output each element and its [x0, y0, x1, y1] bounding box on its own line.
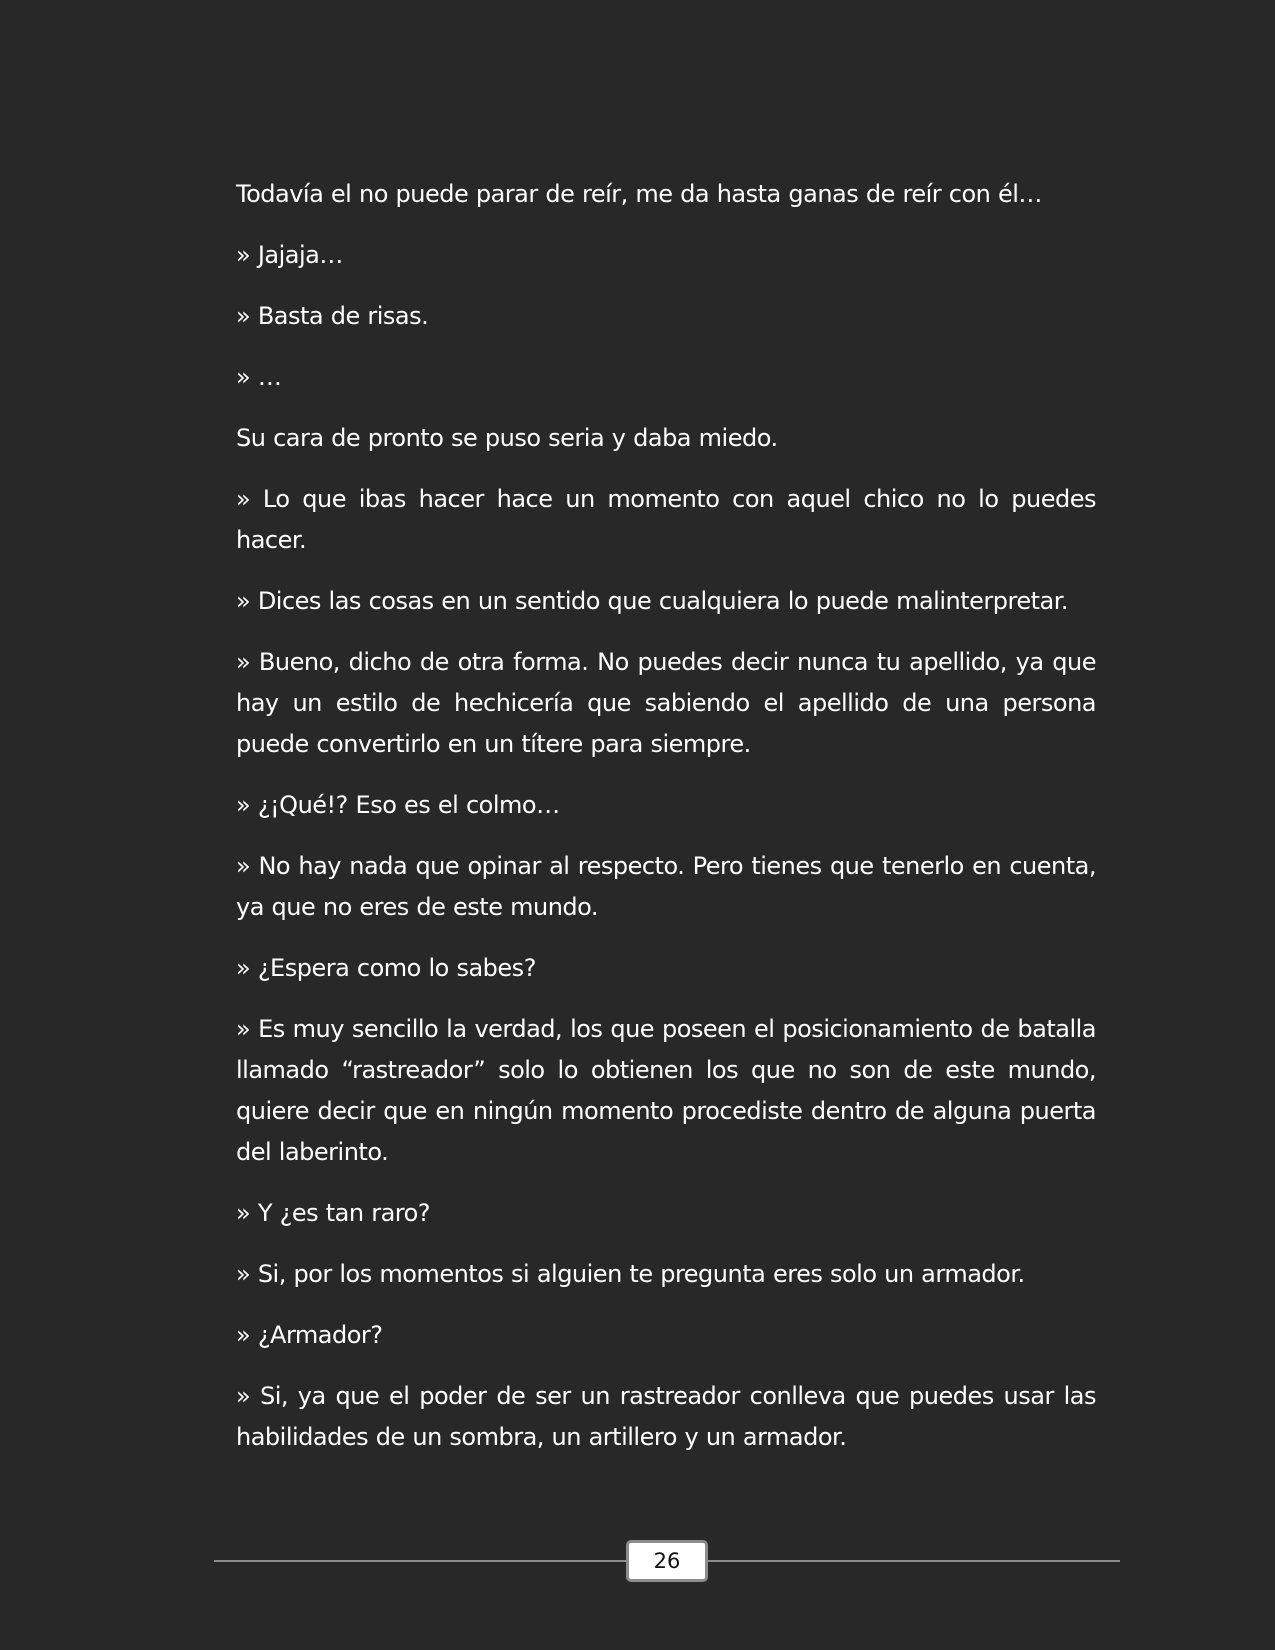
paragraph-1: Todavía el no puede parar de reír, me da hasta ganas de reír con él… [236, 180, 1042, 208]
paragraph-11: » ¿Espera como lo sabes? [236, 954, 536, 982]
paragraph-8: » Bueno, dicho de otra forma. No puedes decir nunca tu apellido, ya que hay un estilo de hechicería que sabiendo el apellido de una persona puede convertirlo en un títere para siempre. [236, 648, 1096, 758]
page-number: 26 [653, 1549, 681, 1573]
footer-rule-right [708, 1560, 1120, 1562]
paragraph-4: » … [236, 363, 282, 391]
footer-rule-left [214, 1560, 626, 1562]
paragraph-6: » Lo que ibas hacer hace un momento con aquel chico no lo puedes hacer. [236, 485, 1096, 554]
paragraph-14: » Si, por los momentos si alguien te pregunta eres solo un armador. [236, 1260, 1025, 1288]
page-footer [214, 1540, 1120, 1582]
paragraph-12: » Es muy sencillo la verdad, los que poseen el posicionamiento de batalla llamado “rastreador” solo lo obtienen los que no son de este mundo, quiere decir que en ningún momento procediste dentro de alguna puerta del laberinto. [236, 1015, 1096, 1166]
page-number-box [626, 1540, 708, 1582]
paragraph-5: Su cara de pronto se puso seria y daba miedo. [236, 424, 778, 452]
paragraph-15: » ¿Armador? [236, 1321, 383, 1349]
paragraph-7: » Dices las cosas en un sentido que cualquiera lo puede malinterpretar. [236, 587, 1068, 615]
paragraph-13: » Y ¿es tan raro? [236, 1199, 431, 1227]
paragraph-2: » Jajaja… [236, 241, 343, 269]
paragraph-3: » Basta de risas. [236, 302, 429, 330]
paragraph-16: » Si, ya que el poder de ser un rastreador conlleva que puedes usar las habilidades de un sombra, un artillero y un armador. [236, 1382, 1096, 1451]
text-body [236, 174, 1096, 1478]
paragraph-10: » No hay nada que opinar al respecto. Pero tienes que tenerlo en cuenta, ya que no eres de este mundo. [236, 852, 1096, 921]
paragraph-9: » ¿¡Qué!? Eso es el colmo… [236, 791, 560, 819]
